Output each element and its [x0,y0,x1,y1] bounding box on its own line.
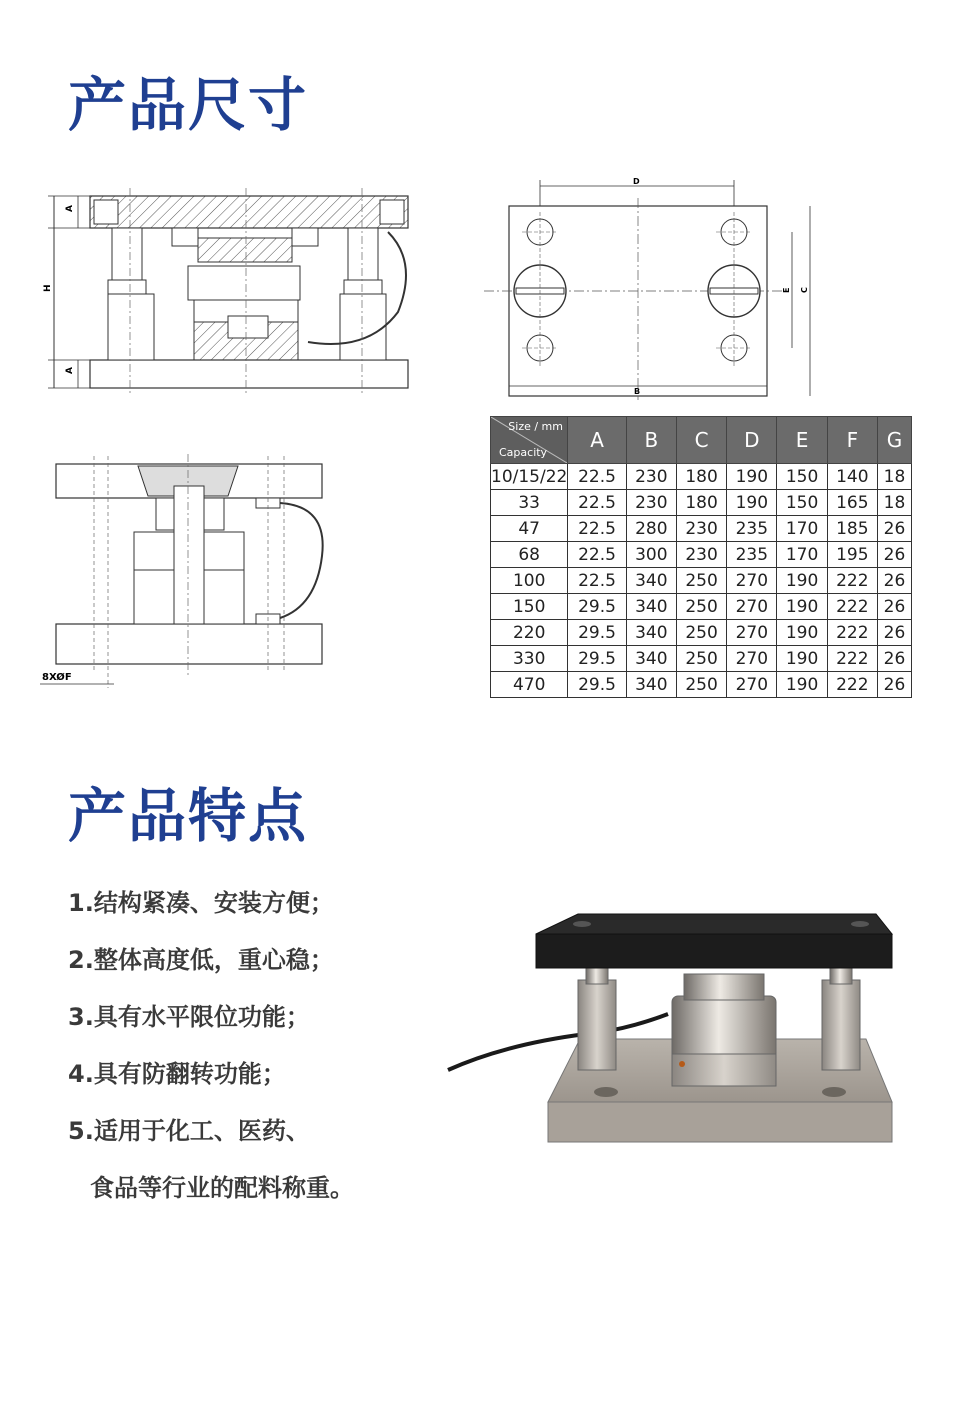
dimension-cell: 26 [877,516,911,542]
dimension-cell: 230 [676,516,726,542]
dimension-cell: 29.5 [568,646,626,672]
table-header-row [491,417,912,464]
dimension-cell: 235 [727,542,777,568]
feature-item-continuation: 食品等行业的配料称重。 [90,1174,354,1202]
table-corner-cell [491,417,568,464]
dim-holes-label: 8XØF [42,672,72,683]
table-header-c: C [676,417,726,464]
corner-capacity-label: Capacity [499,446,548,459]
dimension-cell: 150 [777,464,827,490]
table-row [491,594,912,620]
dimension-cell: 22.5 [568,568,626,594]
dimension-cell: 26 [877,568,911,594]
table-row [491,516,912,542]
dim-c-label: C [800,287,809,293]
dimension-cell: 270 [727,594,777,620]
dimension-cell: 340 [626,568,676,594]
capacity-cell: 33 [491,490,568,516]
capacity-cell: 220 [491,620,568,646]
dim-b-label: B [634,387,641,396]
capacity-cell: 470 [491,672,568,698]
product-photo [446,904,906,1154]
dimension-cell: 250 [676,620,726,646]
dimension-cell: 190 [727,490,777,516]
dimension-cell: 250 [676,594,726,620]
dimension-cell: 165 [827,490,877,516]
dimension-cell: 29.5 [568,620,626,646]
table-row [491,542,912,568]
capacity-cell: 68 [491,542,568,568]
dimension-cell: 190 [777,568,827,594]
dim-e-label: E [782,287,791,293]
dimension-cell: 235 [727,516,777,542]
dimension-cell: 190 [777,620,827,646]
dimension-cell: 29.5 [568,594,626,620]
dimension-cell: 185 [827,516,877,542]
table-header-e: E [777,417,827,464]
dimension-cell: 22.5 [568,464,626,490]
dimension-cell: 250 [676,568,726,594]
table-header-f: F [827,417,877,464]
capacity-cell: 47 [491,516,568,542]
dim-a-top-label: A [65,205,75,212]
feature-item: 2.整体高度低，重心稳； [68,946,334,974]
table-body [491,464,912,698]
dimension-cell: 230 [626,490,676,516]
dimension-cell: 190 [777,672,827,698]
dimension-cell: 300 [626,542,676,568]
dimension-cell: 26 [877,594,911,620]
dimension-cell: 270 [727,646,777,672]
dimension-cell: 222 [827,568,877,594]
dimension-cell: 26 [877,646,911,672]
dimension-cell: 26 [877,620,911,646]
dimension-cell: 222 [827,646,877,672]
dimension-cell: 190 [777,646,827,672]
table-row [491,620,912,646]
feature-item: 3.具有水平限位功能； [68,1003,310,1031]
table-row [491,672,912,698]
dimension-cell: 170 [777,516,827,542]
corner-size-label: Size / mm [508,420,563,433]
dimension-cell: 170 [777,542,827,568]
dimension-cell: 140 [827,464,877,490]
dimension-cell: 26 [877,672,911,698]
top-view-drawing [484,172,824,400]
dimension-cell: 195 [827,542,877,568]
dimension-cell: 230 [676,542,726,568]
feature-item: 4.具有防翻转功能； [68,1060,286,1088]
dimension-cell: 340 [626,620,676,646]
dimension-cell: 222 [827,620,877,646]
dimension-cell: 18 [877,490,911,516]
dimension-cell: 250 [676,672,726,698]
dim-a-bottom-label: A [65,367,75,374]
dimension-cell: 150 [777,490,827,516]
dimension-cell: 270 [727,568,777,594]
dimension-cell: 230 [626,464,676,490]
table-header-a: A [568,417,626,464]
table-header-b: B [626,417,676,464]
dimension-table [490,416,912,698]
dimension-cell: 22.5 [568,542,626,568]
features-list [68,887,354,1229]
dimension-cell: 270 [727,620,777,646]
dimension-cell: 222 [827,594,877,620]
dimensions-title: 产品尺寸 [68,71,309,139]
capacity-cell: 100 [491,568,568,594]
table-header-d: D [727,417,777,464]
dimension-cell: 280 [626,516,676,542]
dimension-cell: 250 [676,646,726,672]
capacity-cell: 150 [491,594,568,620]
dimension-cell: 180 [676,464,726,490]
features-title: 产品特点 [68,782,309,850]
table-row [491,568,912,594]
dimension-cell: 340 [626,646,676,672]
feature-item: 5.适用于化工、医药、 [68,1117,310,1145]
dimension-cell: 22.5 [568,490,626,516]
dimension-cell: 18 [877,464,911,490]
capacity-cell: 330 [491,646,568,672]
dimension-cell: 222 [827,672,877,698]
front-view-drawing [38,182,418,402]
dimension-cell: 26 [877,542,911,568]
table-row [491,646,912,672]
dimension-cell: 190 [727,464,777,490]
dim-h-label: H [43,284,53,292]
table-row [491,464,912,490]
side-view-drawing [38,446,338,696]
dimension-cell: 340 [626,672,676,698]
dimension-cell: 22.5 [568,516,626,542]
dimension-cell: 190 [777,594,827,620]
dim-d-label: D [633,177,640,186]
capacity-cell: 10/15/22 [491,464,568,490]
dimension-cell: 270 [727,672,777,698]
dimension-cell: 29.5 [568,672,626,698]
dimension-cell: 180 [676,490,726,516]
table-header-g: G [877,417,911,464]
dimension-cell: 340 [626,594,676,620]
table-row [491,490,912,516]
feature-item: 1.结构紧凑、安装方便； [68,889,334,917]
